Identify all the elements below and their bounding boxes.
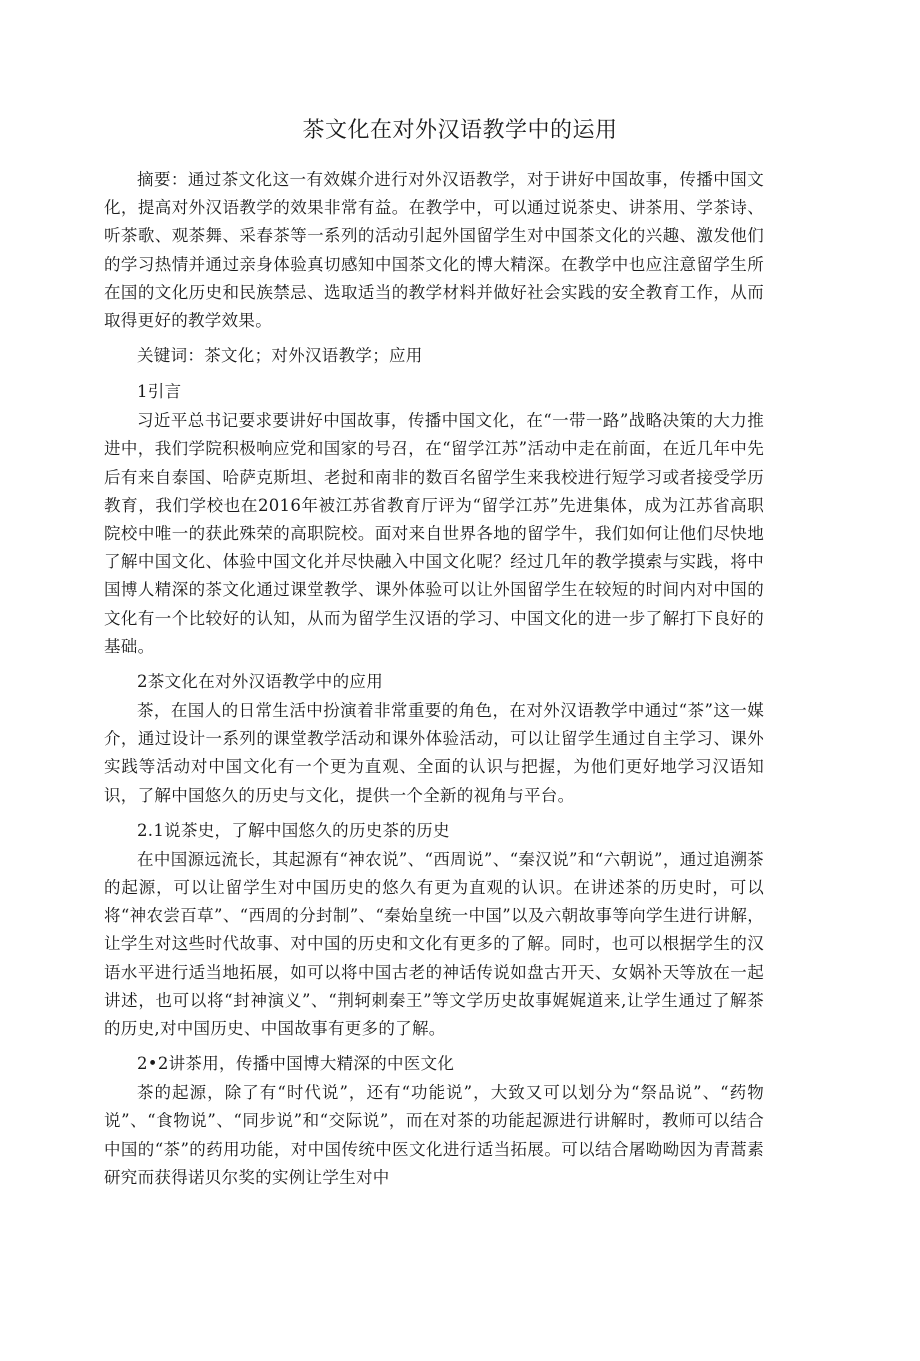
section-2-1-heading: 2.1说茶史，了解中国悠久的历史茶的历史 [137, 820, 450, 840]
section-2-1-paragraph: 在中国源远流长，其起源有“神农说”、“西周说”、“秦汉说”和“六朝说”，通过追溯茶的起源，可以让留学生对中国历史的悠久有更为直观的认识。在讲述茶的历史时，可以将“神农尝百草”、“西周的分封制”、“秦始皇统一中国”以及六朝故事等向学生进行讲解，让学生对这些时代故事、对中国的历史和文化有更多的了解。同时，也可以根据学生的汉语水平进行适当地拓展，如可以将中国古老的神话传说如盘古开天、女娲补天等放在一起讲述，也可以将“封神演义”、“荆轲刺秦王”等文学历史故事娓娓道来,让学生通过了解茶的历史,对中国历史、中国故事有更多的了解。 [104, 849, 764, 1039]
document-body [104, 166, 764, 1192]
abstract-paragraph: 摘要：通过茶文化这一有效媒介进行对外汉语教学，对于讲好中国故事，传播中国文化，提高对外汉语教学的效果非常有益。在教学中，可以通过说茶史、讲茶用、学茶诗、听茶歌、观茶舞、采春茶等一系列的活动引起外国留学生对中国茶文化的兴趣、激发他们的学习热情并通过亲身体验真切感知中国茶文化的博大精深。在教学中也应注意留学生所在国的文化历史和民族禁忌、选取适当的教学材料并做好社会实践的安全教育工作，从而取得更好的教学效果。 [104, 170, 764, 331]
document-title: 茶文化在对外汉语教学中的运用 [302, 118, 618, 143]
keywords-line: 关键词：茶文化；对外汉语教学；应用 [137, 346, 423, 366]
section-2-paragraph: 茶，在国人的日常生活中扮演着非常重要的角色，在对外汉语教学中通过“茶”这一媒介，通过设计一系列的课堂教学活动和课外体验活动，可以让留学生通过自主学习、课外实践等活动对中国文化有一个更为直观、全面的认识与把握，为他们更好地学习汉语知识，了解中国悠久的历史与文化，提供一个全新的视角与平台。 [104, 701, 764, 805]
section-2-heading: 2茶文化在对外汉语教学中的应用 [137, 672, 383, 692]
section-1-heading: 1引言 [137, 382, 182, 402]
section-2-2-heading: 2•2讲茶用，传播中国博大精深的中医文化 [137, 1054, 455, 1074]
section-2-2-paragraph: 茶的起源，除了有“时代说”，还有“功能说”，大致又可以划分为“祭品说”、“药物说”、“食物说”、“同步说”和“交际说”，而在对茶的功能起源进行讲解时，教师可以结合中国的“茶”的药用功能，对中国传统中医文化进行适当拓展。可以结合屠呦呦因为青蒿素研究而获得诺贝尔奖的实例让学生对中 [104, 1083, 764, 1187]
section-1-paragraph: 习近平总书记要求要讲好中国故事，传播中国文化，在“一带一路”战略决策的大力推进中，我们学院积极响应党和国家的号召，在“留学江苏”活动中走在前面，在近几年中先后有来自泰国、哈萨克斯坦、老挝和南非的数百名留学生来我校进行短学习或者接受学历教育，我们学校也在2016年被江苏省教育厅评为“留学江苏”先进集体，成为江苏省高职院校中唯一的获此殊荣的高职院校。面对来自世界各地的留学牛，我们如何让他们尽快地了解中国文化、体验中国文化并尽快融入中国文化呢？经过几年的教学摸索与实践，将中国博人精深的茶文化通过课堂教学、课外体验可以让外国留学生在较短的时间内对中国的文化有一个比较好的认知，从而为留学生汉语的学习、中国文化的进一步了解打下良好的基础。 [104, 411, 764, 656]
